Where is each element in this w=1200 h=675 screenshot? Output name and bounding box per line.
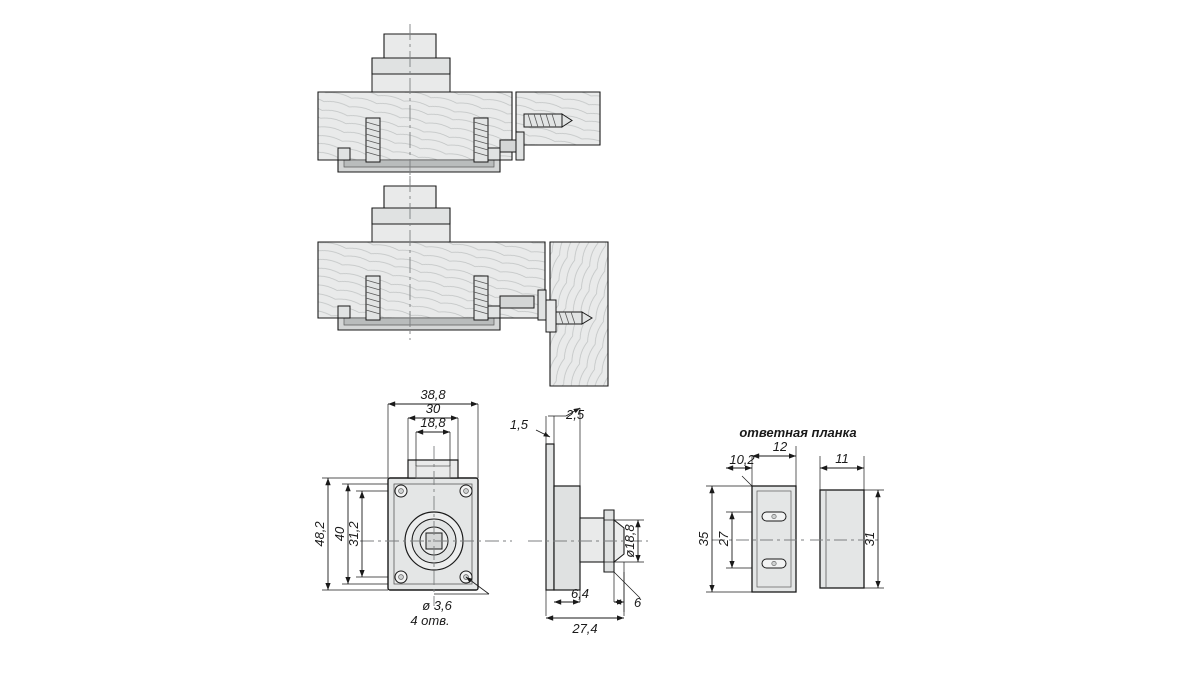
dim-strike-height-outer-text: 35 <box>696 531 711 547</box>
dim-side-body-length-text: 6,4 <box>570 586 590 601</box>
dim-front-width-outer-text: 38,8 <box>420 387 446 402</box>
bottom-screw-left <box>366 276 380 320</box>
dim-strike-slot-width <box>726 452 755 468</box>
dim-strike-side-height-text: 31 <box>862 531 877 547</box>
bottom-screw-right <box>474 276 488 320</box>
dim-front-width-inner <box>416 415 450 432</box>
bottom-strike-body <box>546 300 556 332</box>
top-screw-left <box>366 118 380 162</box>
dim-side-cylinder-dia <box>622 520 638 562</box>
dim-front-height-inner-text: 31,2 <box>346 521 361 547</box>
dim-side-total-length-text: 27,4 <box>572 621 598 636</box>
strike-front-body <box>752 486 796 592</box>
top-cylinder-collar <box>372 74 450 92</box>
dim-strike-height-inner-text: 27 <box>716 531 731 547</box>
top-cylinder-flange <box>372 58 450 74</box>
dim-front-height-mid-text: 40 <box>332 526 347 542</box>
dim-strike-side-width-text: 11 <box>835 451 849 466</box>
top-strike-plate <box>516 132 524 160</box>
front-top-tab <box>408 460 458 478</box>
bottom-latch-bolt <box>500 296 534 308</box>
bottom-cylinder-flange <box>372 208 450 224</box>
top-screw-horizontal <box>524 114 572 127</box>
front-screw-hole-tl <box>395 485 407 497</box>
top-plate-right-return <box>488 148 500 160</box>
side-body <box>554 486 580 590</box>
bottom-cylinder-collar <box>372 224 450 242</box>
bottom-strike-plate <box>538 290 546 320</box>
dim-front-width-inner-text: 18,8 <box>420 415 446 430</box>
top-plate-left-return <box>338 148 350 160</box>
front-screw-hole-bl <box>395 571 407 583</box>
top-screw-right <box>474 118 488 162</box>
strike-slot-bottom <box>762 559 786 568</box>
note-hole-count-text: 4 отв. <box>410 613 450 628</box>
dim-front-width-mid-text: 30 <box>425 401 441 416</box>
dim-side-cylinder-dia-text: ø18,8 <box>622 524 637 558</box>
dim-front-height-outer-text: 48,2 <box>312 521 327 547</box>
side-cylinder-shaft <box>580 518 604 562</box>
dim-side-plate-thickness-text: 1,5 <box>509 417 528 432</box>
bottom-plate-left-return <box>338 306 350 318</box>
strike-plate-title: ответная планка <box>739 425 857 440</box>
dim-side-nose-length-text: 6 <box>634 595 642 610</box>
dim-strike-slot-width-text: 10,2 <box>729 452 755 467</box>
front-screw-hole-tr <box>460 485 472 497</box>
dim-strike-total-width-text: 12 <box>772 439 788 454</box>
strike-side-body <box>820 490 864 588</box>
bottom-plate-right-return <box>488 306 500 318</box>
note-hole-dia-text: ø 3,6 <box>422 598 452 613</box>
strike-slot-top <box>762 512 786 521</box>
side-mount-plate <box>546 444 554 590</box>
dim-side-face-thickness-text: 2,5 <box>566 407 585 422</box>
